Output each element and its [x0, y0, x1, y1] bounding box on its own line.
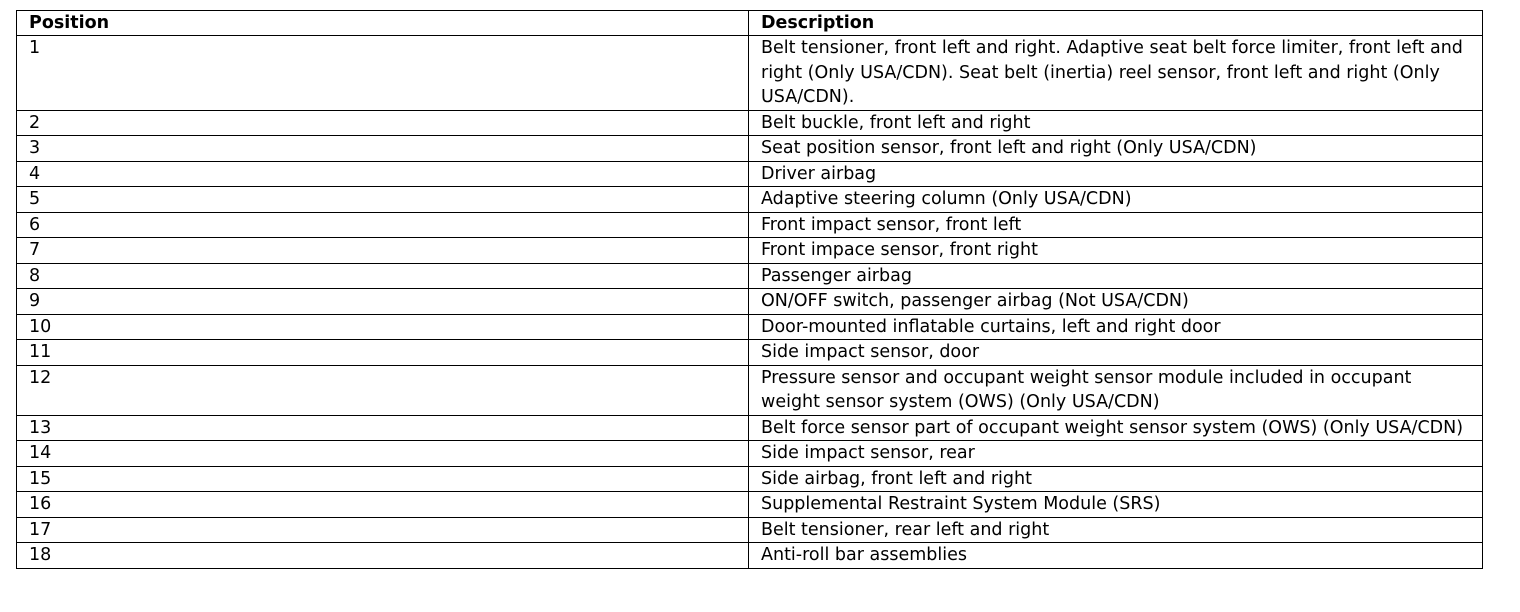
- table-row: [17, 517, 1483, 543]
- table-row: [17, 314, 1483, 340]
- description-cell: Adaptive steering column (Only USA/CDN): [749, 187, 1483, 213]
- table-row: [17, 187, 1483, 213]
- position-cell: 6: [17, 212, 749, 238]
- position-cell: 11: [17, 340, 749, 366]
- position-column-header: Position: [17, 11, 749, 36]
- position-cell: 16: [17, 492, 749, 518]
- description-cell: Belt force sensor part of occupant weight sensor system (OWS) (Only USA/CDN): [749, 415, 1483, 441]
- description-column-header: Description: [749, 11, 1483, 36]
- description-cell: Pressure sensor and occupant weight sensor module included in occupant weight sensor system (OWS) (Only USA/CDN): [749, 365, 1483, 415]
- description-cell: Driver airbag: [749, 161, 1483, 187]
- table-header-row: [17, 11, 1483, 36]
- parts-table: [16, 10, 1483, 569]
- description-cell: Belt tensioner, rear left and right: [749, 517, 1483, 543]
- position-cell: 14: [17, 441, 749, 467]
- description-cell: Seat position sensor, front left and right (Only USA/CDN): [749, 136, 1483, 162]
- position-cell: 4: [17, 161, 749, 187]
- position-cell: 13: [17, 415, 749, 441]
- table-row: [17, 161, 1483, 187]
- position-cell: 9: [17, 289, 749, 315]
- table-row: [17, 212, 1483, 238]
- table-row: [17, 110, 1483, 136]
- position-cell: 15: [17, 466, 749, 492]
- table-row: [17, 365, 1483, 415]
- position-cell: 17: [17, 517, 749, 543]
- table-row: [17, 36, 1483, 111]
- position-cell: 2: [17, 110, 749, 136]
- table-row: [17, 238, 1483, 264]
- table-row: [17, 441, 1483, 467]
- description-cell: Side impact sensor, rear: [749, 441, 1483, 467]
- description-cell: Belt tensioner, front left and right. Adaptive seat belt force limiter, front left and right (Only USA/CDN). Seat belt (inertia) reel sensor, front left and right (Only USA/CDN).: [749, 36, 1483, 111]
- description-cell: Belt buckle, front left and right: [749, 110, 1483, 136]
- description-cell: ON/OFF switch, passenger airbag (Not USA/CDN): [749, 289, 1483, 315]
- position-cell: 1: [17, 36, 749, 111]
- description-cell: Anti-roll bar assemblies: [749, 543, 1483, 569]
- position-cell: 18: [17, 543, 749, 569]
- position-cell: 12: [17, 365, 749, 415]
- description-cell: Supplemental Restraint System Module (SRS): [749, 492, 1483, 518]
- table-row: [17, 492, 1483, 518]
- table-row: [17, 466, 1483, 492]
- table-row: [17, 415, 1483, 441]
- position-cell: 7: [17, 238, 749, 264]
- description-cell: Front impact sensor, front left: [749, 212, 1483, 238]
- description-cell: Door-mounted inflatable curtains, left and right door: [749, 314, 1483, 340]
- description-cell: Passenger airbag: [749, 263, 1483, 289]
- description-cell: Side impact sensor, door: [749, 340, 1483, 366]
- description-cell: Front impace sensor, front right: [749, 238, 1483, 264]
- position-cell: 10: [17, 314, 749, 340]
- position-cell: 3: [17, 136, 749, 162]
- description-cell: Side airbag, front left and right: [749, 466, 1483, 492]
- table-row: [17, 136, 1483, 162]
- table-row: [17, 263, 1483, 289]
- table-row: [17, 340, 1483, 366]
- table-row: [17, 543, 1483, 569]
- position-cell: 8: [17, 263, 749, 289]
- position-cell: 5: [17, 187, 749, 213]
- table-row: [17, 289, 1483, 315]
